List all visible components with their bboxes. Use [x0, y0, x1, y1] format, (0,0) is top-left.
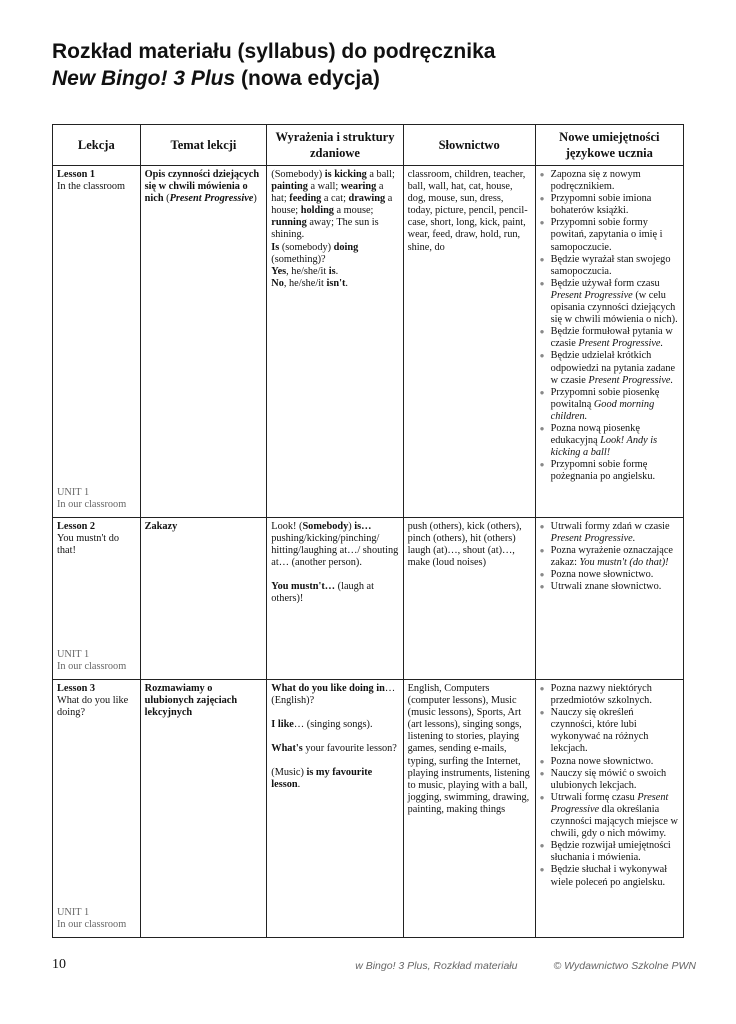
lesson-title: In the classroom [57, 181, 126, 193]
list-item: ● Przypomni sobie piosenkę powitalną Good morning children. [540, 387, 679, 423]
structures-cell: (Somebody) is kicking a ball; painting a wall; wearing a hat; feeding a cat; drawing a house; holding a mouse; running away; The sun is shining. Is (somebody) doing (something)? Yes, he/she/it is. No, he/she/it isn't. [267, 166, 403, 518]
edition-label: (nowa edycja) [235, 67, 380, 90]
lesson-cell [53, 680, 141, 938]
unit-number: UNIT 1 [57, 648, 90, 660]
skills-list [540, 683, 679, 889]
title-line-2 [52, 65, 495, 92]
table-row [53, 518, 684, 680]
list-item: ● Pozna nazwy niektórych przedmiotów szkolnych. [540, 683, 679, 707]
lesson-cell [53, 166, 141, 518]
footer-book: w Bingo! 3 Plus, Rozkład materiału [355, 960, 518, 972]
list-item: ● Przypomni sobie imiona bohaterów książki. [540, 193, 679, 217]
list-item: ● Pozna wyrażenie oznaczające zakaz: You mustn't (do that)! [540, 545, 679, 569]
skills-cell [535, 680, 683, 938]
lesson-number: Lesson 1 [57, 169, 96, 180]
list-item: ● Będzie słuchał i wykonywał wiele poleceń po angielsku. [540, 864, 679, 888]
list-item: ● Będzie udzielał krótkich odpowiedzi na pytania zadane w czasie Present Progressive. [540, 350, 679, 386]
list-item: ● Utrwali formę czasu Present Progressive dla określania czynności mających miejsce w chwili, gdy o nich mówimy. [540, 792, 679, 840]
list-item: ● Pozna nowe słownictwo. [540, 569, 679, 581]
topic-cell: Rozmawiamy o ulubionych zajęciach lekcyjnych [140, 680, 267, 938]
list-item: ● Nauczy się określeń czynności, które lubi wykonywać na różnych lekcjach. [540, 707, 679, 755]
syllabus-table [52, 124, 684, 938]
list-item: ● Zapozna się z nowym podręcznikiem. [540, 169, 679, 193]
vocabulary-cell: classroom, children, teacher, ball, wall, hat, cat, house, dog, mouse, sun, dress, today, picture, pencil, pencil-case, short, long, kick, paint, wear, feed, draw, hold, run, shine, do [403, 166, 535, 518]
vocabulary-cell: push (others), kick (others), pinch (others), hit (others) laugh (at)…, shout (at)…, make (loud noises) [403, 518, 535, 680]
topic-cell: Opis czynności dziejących się w chwili mówienia o nich (Present Progressive) [140, 166, 267, 518]
structures-cell: What do you like doing in… (English)? I like… (singing songs). What's your favourite lesson? (Music) is my favourite lesson. [267, 680, 403, 938]
unit-label [57, 649, 126, 673]
lesson-number: Lesson 2 [57, 521, 96, 532]
header-topic: Temat lekcji [140, 125, 267, 166]
skills-cell [535, 166, 683, 518]
unit-title: In our classroom [57, 498, 127, 510]
header-lesson: Lekcja [53, 125, 141, 166]
list-item: ● Będzie używał form czasu Present Progressive (w celu opisania czynności dziejących się w chwili mówienia o nich). [540, 278, 679, 326]
table-body [53, 166, 684, 938]
list-item: ● Utrwali formy zdań w czasie Present Progressive. [540, 521, 679, 545]
header-skills: Nowe umiejętności językowe ucznia [535, 125, 683, 166]
table-row [53, 166, 684, 518]
unit-title: In our classroom [57, 918, 127, 930]
title-line-1: Rozkład materiału (syllabus) do podręcznika [52, 40, 496, 63]
list-item: ● Pozna nową piosenkę edukacyjną Look! Andy is kicking a ball! [540, 423, 679, 459]
header-row [53, 125, 684, 166]
structures-cell: Look! (Somebody) is… pushing/kicking/pinching/ hitting/laughing at…/ shouting at… (another person). You mustn't… (laugh at others)! [267, 518, 403, 680]
unit-label [57, 487, 126, 511]
lesson-title: What do you like doing? [57, 695, 129, 719]
list-item: ● Utrwali znane słownictwo. [540, 581, 679, 593]
list-item: ● Będzie wyrażał stan swojego samopoczucia. [540, 254, 679, 278]
skills-cell [535, 518, 683, 680]
skills-list [540, 521, 679, 594]
unit-label [57, 907, 126, 931]
vocabulary-cell: English, Computers (computer lessons), Music (music lessons), Sports, Art (art lessons), singing songs, listening to stories, playing games, sending e-mails, typing, surfing the Internet, playing instruments, listening to music, playing with a ball, jogging, swimming, drawing, painting, making things [403, 680, 535, 938]
list-item: ● Przypomni sobie formę pożegnania po angielsku. [540, 459, 679, 483]
list-item: ● Będzie rozwijał umiejętności słuchania i mówienia. [540, 840, 679, 864]
book-title: New Bingo! 3 Plus [52, 67, 236, 90]
footer-publisher: © Wydawnictwo Szkolne PWN [553, 960, 696, 972]
page-number: 10 [52, 957, 66, 972]
header-vocabulary: Słownictwo [403, 125, 535, 166]
list-item: ● Będzie formułował pytania w czasie Present Progressive. [540, 326, 679, 350]
list-item: ● Nauczy się mówić o swoich ulubionych lekcjach. [540, 768, 679, 792]
list-item: ● Przypomni sobie formy powitań, zapytania o imię i samopoczucie. [540, 217, 679, 253]
unit-number: UNIT 1 [57, 486, 90, 498]
skills-list [540, 169, 679, 483]
header-structures: Wyrażenia i struktury zdaniowe [267, 125, 403, 166]
unit-number: UNIT 1 [57, 906, 90, 918]
topic-cell: Zakazy [140, 518, 267, 680]
list-item: ● Pozna nowe słownictwo. [540, 756, 679, 768]
unit-title: In our classroom [57, 660, 127, 672]
lesson-title: You mustn't do that! [57, 533, 120, 557]
lesson-cell [53, 518, 141, 680]
page-title [52, 38, 495, 92]
footer-credits [319, 960, 696, 972]
table-row [53, 680, 684, 938]
lesson-number: Lesson 3 [57, 683, 96, 694]
